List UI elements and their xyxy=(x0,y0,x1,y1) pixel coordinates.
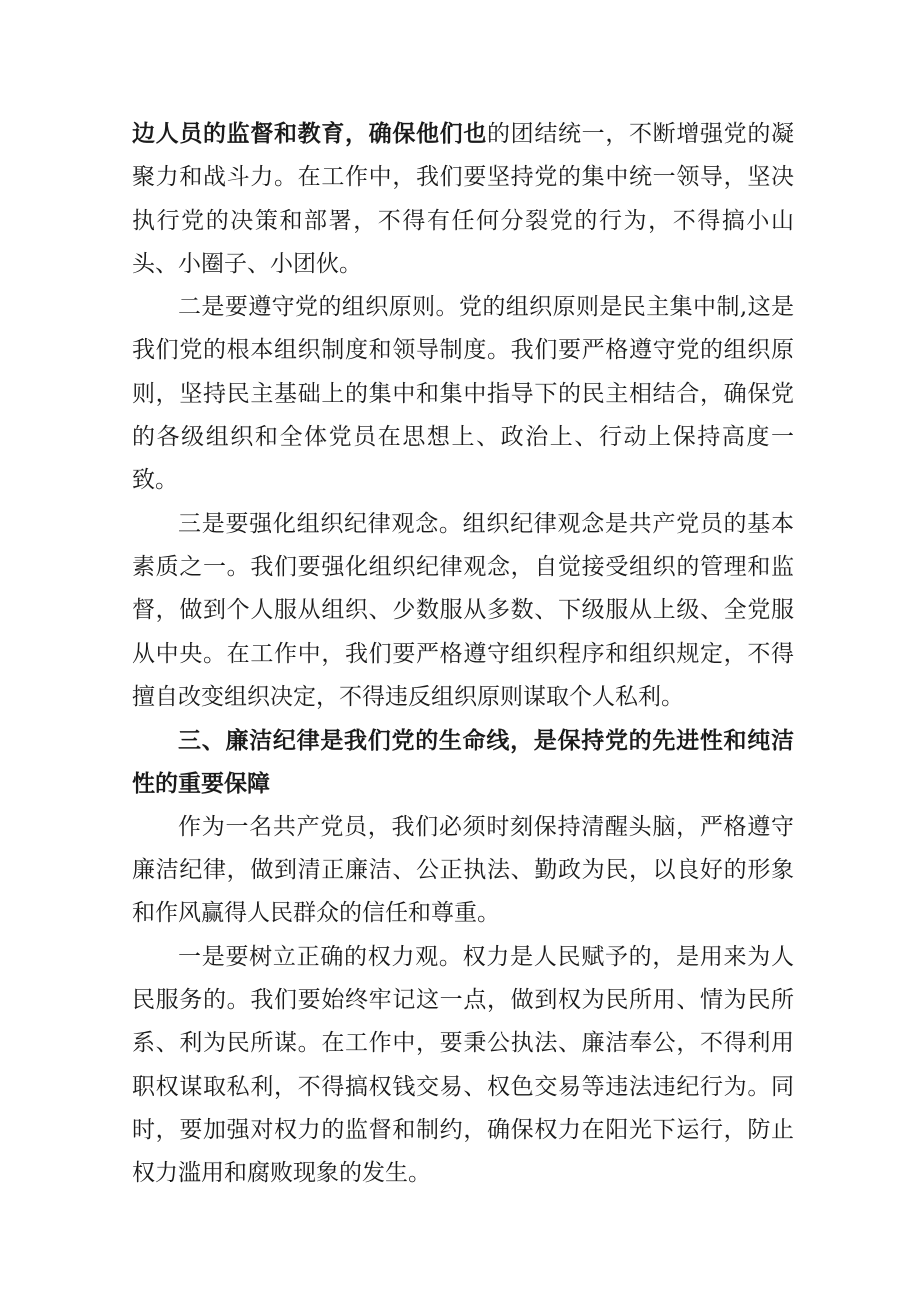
bold-lead-text: 边人员的监督和教育，确保他们也 xyxy=(132,120,487,147)
paragraph-power-view: 一是要树立正确的权力观。权力是人民赋予的，是用来为人民服务的。我们要始终牢记这一点，做到权为民所用、情为民所系、利为民所谋。在工作中，要秉公执法、廉洁奉公，不得利用职权谋取私利，不得搞权钱交易、权色交易等违法违纪行为。同时，要加强对权力的监督和制约，确保权力在阳光下运行，防止权力滥用和腐败现象的发生。 xyxy=(132,943,794,1187)
document-page xyxy=(132,112,794,1195)
paragraph-integrity-intro: 作为一名共产党员，我们必须时刻保持清醒头脑，严格遵守廉洁纪律，做到清正廉洁、公正执法、勤政为民，以良好的形象和作风赢得人民群众的信任和尊重。 xyxy=(132,813,794,927)
paragraph-text: 的团结统一，不断增强党的凝聚力和战斗力。在工作中，我们要坚持党的集中统一领导，坚决执行党的决策和部署，不得有任何分裂党的行为，不得搞小山头、小圈子、小团伙。 xyxy=(132,121,795,277)
paragraph-continuation xyxy=(132,112,794,286)
section-heading-integrity-discipline: 三、廉洁纪律是我们党的生命线，是保持党的先进性和纯洁性的重要保障 xyxy=(132,727,794,798)
paragraph-organization-principle: 二是要遵守党的组织原则。党的组织原则是民主集中制,这是我们党的根本组织制度和领导制度。我们要严格遵守党的组织原则，坚持民主基础上的集中和集中指导下的民主相结合，确保党的各级组织和全体党员在思想上、政治上、行动上保持高度一致。 xyxy=(132,294,794,494)
paragraph-organization-discipline: 三是要强化组织纪律观念。组织纪律观念是共产党员的基本素质之一。我们要强化组织纪律观念，自觉接受组织的管理和监督，做到个人服从组织、少数服从多数、下级服从上级、全党服从中央。在工作中，我们要严格遵守组织程序和组织规定，不得擅自改变组织决定，不得违反组织原则谋取个人私利。 xyxy=(132,510,794,710)
